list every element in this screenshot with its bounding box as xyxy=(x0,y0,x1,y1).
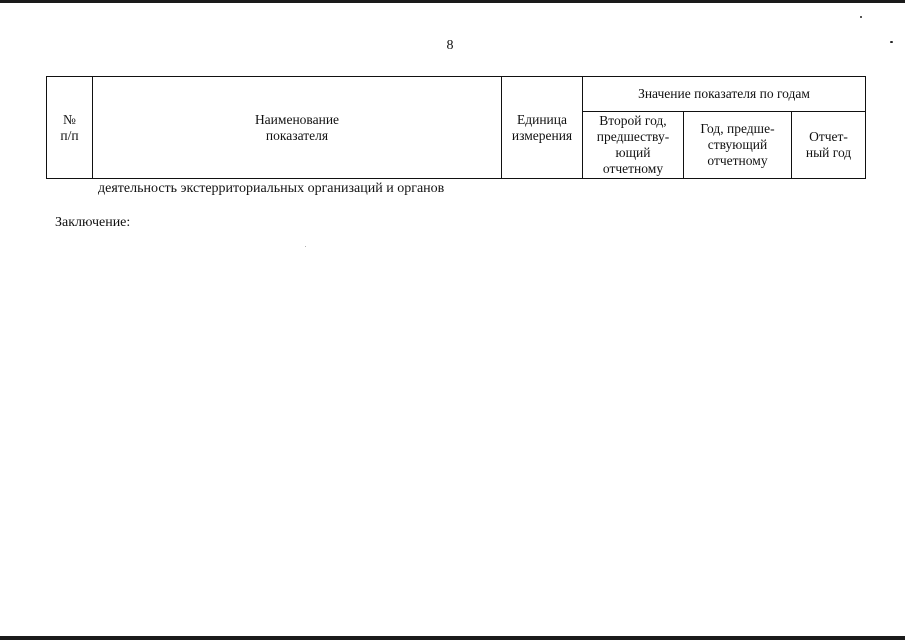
column-header-second-year-line: ющий xyxy=(615,145,651,160)
column-header-unit-line: измерения xyxy=(511,127,573,143)
scan-edge-bottom xyxy=(0,636,905,640)
scan-speck xyxy=(860,16,862,18)
column-group-header-values-by-year: Значение показателя по годам xyxy=(583,77,866,112)
continued-row-text: деятельность экстерриториальных организаций и органов xyxy=(98,181,445,196)
indicators-table-header xyxy=(46,76,866,179)
column-header-report-year-line: Отчет- xyxy=(809,129,848,144)
column-header-unit xyxy=(502,77,583,179)
header-row-top xyxy=(47,77,866,112)
column-header-name-line: Наименование xyxy=(254,111,340,127)
scan-speck xyxy=(305,246,306,247)
column-header-name xyxy=(93,77,502,179)
column-header-number xyxy=(47,77,93,179)
column-header-number-line: п/п xyxy=(60,127,79,143)
column-header-report-year xyxy=(792,112,866,179)
column-header-number-line: № xyxy=(63,111,76,127)
scan-edge-top xyxy=(0,0,905,3)
column-header-name-line: показателя xyxy=(265,127,329,143)
column-header-unit-line: Единица xyxy=(516,111,567,127)
column-header-previous-year-line: отчетному xyxy=(707,153,768,168)
scan-speck xyxy=(890,41,893,43)
column-header-previous-year-line: ствующий xyxy=(707,137,768,152)
column-header-second-year xyxy=(583,112,684,179)
column-header-second-year-line: отчетному xyxy=(602,161,664,176)
conclusion-label: Заключение: xyxy=(55,215,131,230)
column-header-previous-year-line: Год, предше- xyxy=(700,121,775,136)
column-header-previous-year xyxy=(684,112,792,179)
column-header-second-year-line: предшеству- xyxy=(596,129,670,144)
column-header-report-year-line: ный год xyxy=(805,145,852,160)
page-number: 8 xyxy=(446,38,454,53)
column-header-second-year-line: Второй год, xyxy=(599,113,667,128)
